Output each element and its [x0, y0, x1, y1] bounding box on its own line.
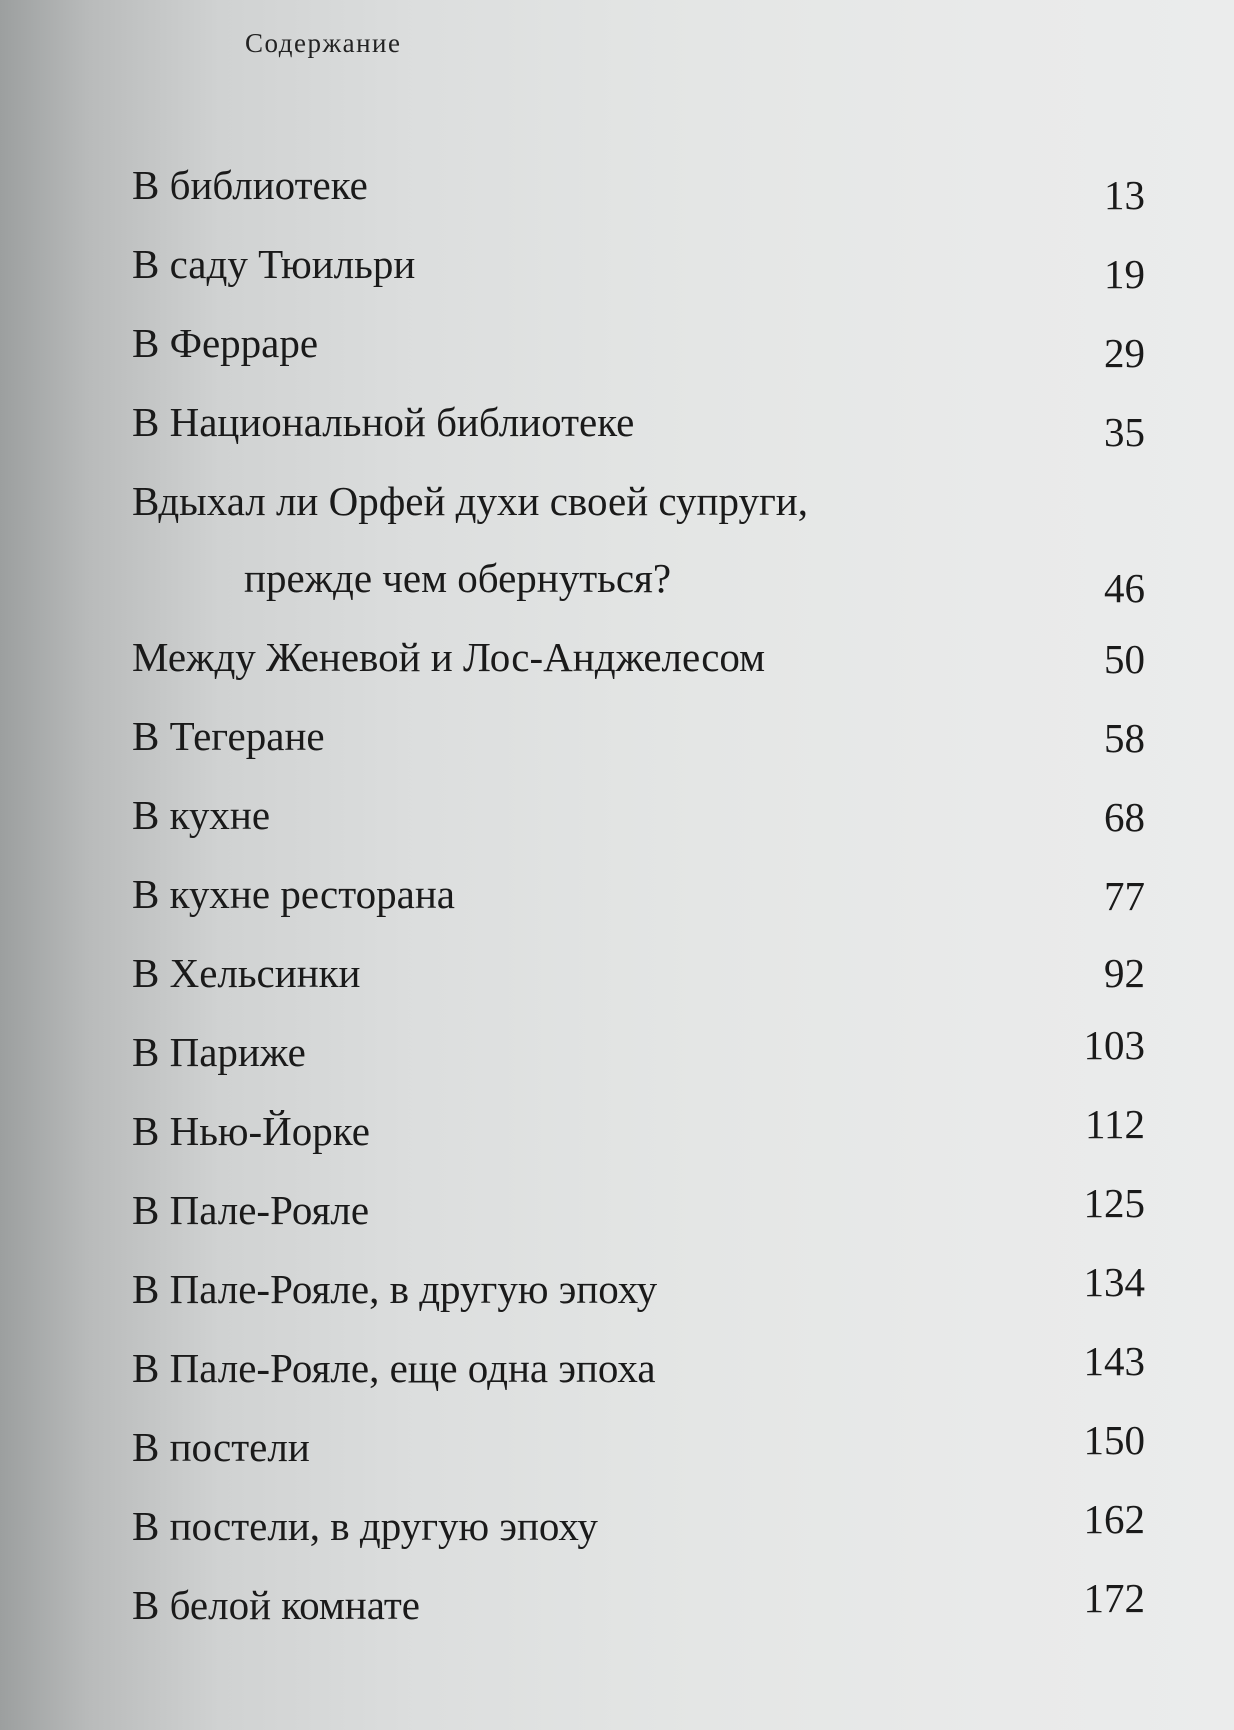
toc-entry-title: В Пале-Рояле, в другую эпоху	[132, 1266, 658, 1312]
toc-entry-page: 172	[1083, 1575, 1145, 1621]
toc-entry-page: 35	[1104, 409, 1145, 455]
toc-entry-page: 92	[1104, 950, 1145, 996]
toc-entry-page: 50	[1104, 636, 1145, 682]
toc-entry-title: В Нью-Йорке	[132, 1108, 370, 1154]
toc-entry-title: В постели	[132, 1424, 310, 1470]
toc-entry-title: В кухне ресторана	[132, 871, 455, 917]
toc-entry-page: 103	[1083, 1022, 1145, 1068]
toc-entry-page: 46	[1104, 565, 1145, 611]
toc-entry-page: 162	[1083, 1496, 1145, 1542]
toc-entry-page: 19	[1104, 251, 1145, 297]
toc-entry-page: 150	[1083, 1417, 1145, 1463]
toc-entry-title: В библиотеке	[132, 162, 368, 208]
toc-entry-page: 125	[1083, 1180, 1145, 1226]
toc-entry-page: 29	[1104, 330, 1145, 376]
toc-entry-title: В Национальной библиотеке	[132, 399, 635, 445]
toc-entry-title: В белой комнате	[132, 1582, 420, 1628]
toc-entry-title: В Пале-Рояле, еще одна эпоха	[132, 1345, 656, 1391]
toc-entry-title: В Париже	[132, 1029, 306, 1075]
toc-entry-page: 13	[1104, 172, 1145, 218]
toc-entry-title: В Пале-Рояле	[132, 1187, 370, 1233]
toc-entry-title: В Тегеране	[132, 713, 325, 759]
toc-entry-page: 143	[1083, 1338, 1145, 1384]
toc-entry-title: В постели, в другую эпоху	[132, 1503, 598, 1549]
toc-entry-page: 112	[1085, 1101, 1145, 1147]
toc-entry-title: В Ферраре	[132, 320, 319, 366]
toc-entry-page: 134	[1083, 1259, 1145, 1305]
page-heading: Содержание	[245, 28, 402, 58]
toc-entry-title: Между Женевой и Лос-Анджелесом	[132, 634, 766, 680]
toc-entry-title-continuation: прежде чем обернуться?	[244, 555, 672, 601]
toc-entry-page: 77	[1104, 873, 1145, 919]
toc-entry-title: В кухне	[132, 792, 271, 838]
toc-entry-page: 58	[1104, 715, 1145, 761]
toc-entry-page: 68	[1104, 794, 1145, 840]
toc-entry-title: В Хельсинки	[132, 950, 361, 996]
toc-entry-title: В саду Тюильри	[132, 241, 416, 287]
toc-entry-title: Вдыхал ли Орфей духи своей супруги,	[132, 478, 808, 524]
